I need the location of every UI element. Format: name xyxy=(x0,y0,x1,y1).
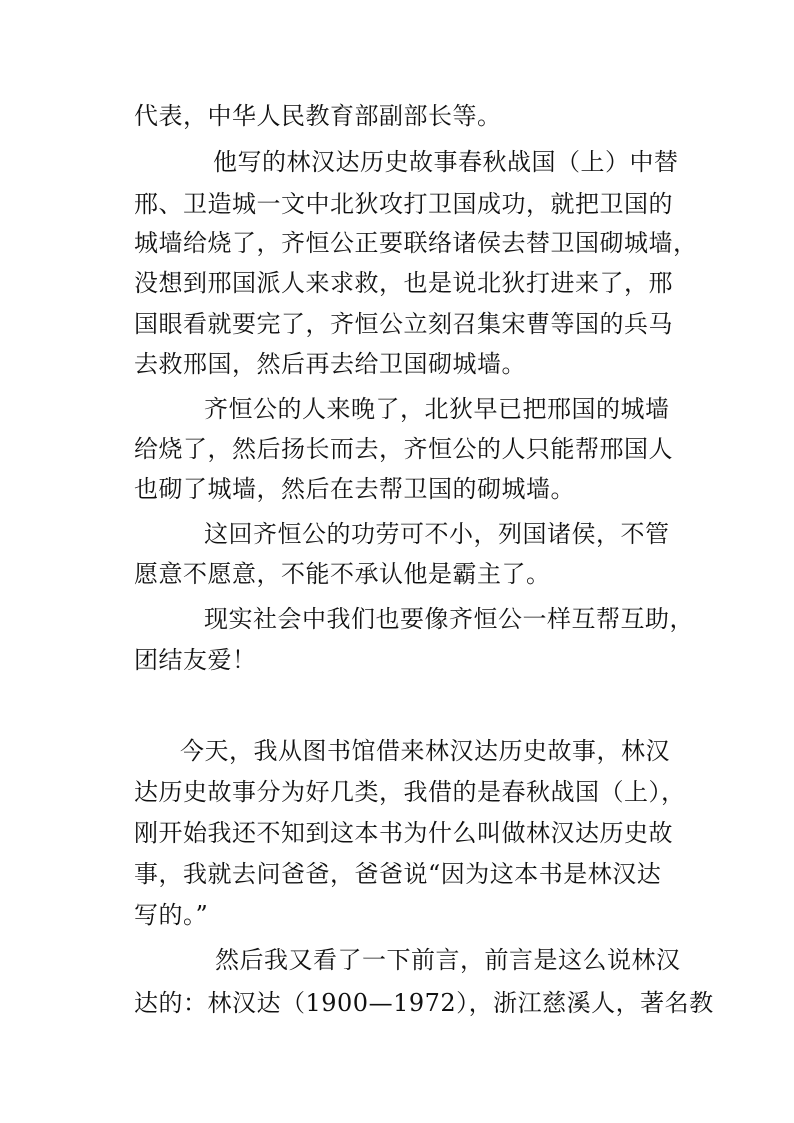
text-line: 邢、卫造城一文中北狄攻打卫国成功，就把卫国的 xyxy=(134,190,673,218)
text-line: 国眼看就要完了，齐恒公立刻召集宋曹等国的兵马 xyxy=(134,310,673,338)
text-line: 给烧了，然后扬长而去，齐恒公的人只能帮邢国人 xyxy=(134,435,673,463)
paragraph-first-line: 这回齐恒公的功劳可不小，列国诸侯，不管 xyxy=(204,520,670,548)
text-line: 城墙给烧了，齐恒公正要联络诸侯去替卫国砌城墙， xyxy=(134,229,698,257)
text-line: 没想到邢国派人来求救，也是说北狄打进来了，邢 xyxy=(134,269,673,297)
paragraph-first-line: 今天，我从图书馆借来林汉达历史故事，林汉 xyxy=(180,737,670,765)
text-line: 代表，中华人民教育部副部长等。 xyxy=(134,102,502,130)
text-line: 刚开始我还不知到这本书为什么叫做林汉达历史故 xyxy=(134,819,673,847)
text-line: 写的。” xyxy=(134,901,209,929)
paragraph-first-line: 他写的林汉达历史故事春秋战国（上）中替 xyxy=(213,148,679,176)
text-line: 达历史故事分为好几类，我借的是春秋战国（上）， xyxy=(134,778,686,806)
text-line: 事，我就去问爸爸，爸爸说“因为这本书是林汉达 xyxy=(134,860,662,888)
paragraph-first-line: 现实社会中我们也要像齐恒公一样互帮互助， xyxy=(204,605,694,633)
paragraph-first-line: 然后我又看了一下前言，前言是这么说林汉 xyxy=(215,946,681,974)
text-line: 愿意不愿意，不能不承认他是霸主了。 xyxy=(134,560,551,588)
paragraph-first-line: 齐恒公的人来晚了，北狄早已把邢国的城墙 xyxy=(204,395,670,423)
text-line: 去救邢国，然后再去给卫国砌城墙。 xyxy=(134,350,526,378)
text-line: 团结友爱！ xyxy=(134,646,257,674)
text-line: 达的：林汉达（1900—1972），浙江慈溪人，著名教 xyxy=(134,989,714,1017)
text-line: 也砌了城墙，然后在去帮卫国的砌城墙。 xyxy=(134,475,575,503)
